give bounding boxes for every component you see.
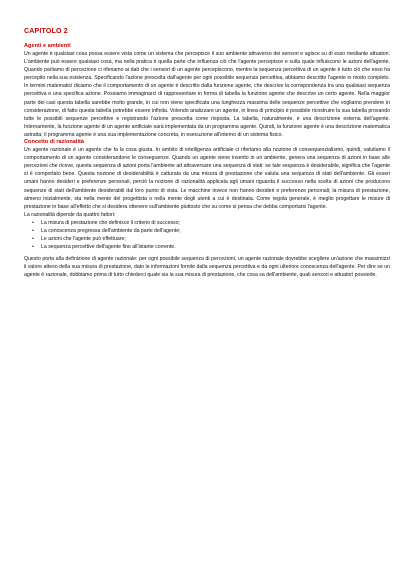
list-intro: La razionalità dipende da quattro fattori: [24, 211, 116, 218]
paragraph-agents: Un agente è qualsiasi cosa possa essere vista come un sistema che percepisce il suo ambiente attraverso dei sensori e agisce su di esso mediante attuatori. L'ambiente può essere qualsiasi cosa, ma nella pratica è quella parte che influenza ciò che l'agente percepisce e sulla quale influiscono le azioni dell'agente. Quando parliamo di percezione ci riferiamo ai dati che i sensori di un agente percepiscono, mentre la sequenza percettiva di un agente è tutto ciò che esso ha percepito nella sua esistenza. Specificando l'azione prescelta dall'agente per ogni possibile sequenza percettiva, abbiamo descritto l'agente in modo completo. In termini matematici diciamo che il comportamento di un agente è descritto dalla funzione agente, che descrive la corrispondenza tra una qualsiasi sequenza percettiva e una specifica azione. Possiamo immaginarci di rappresentare in forma di tabella la funzione agente che descrive un certo agente. Nella maggior parte dei casi questa tabella sarebbe molto grande, in cui non viene specificata una lunghezza massima delle sequenze percettive che vogliamo prendere in considerazione, di fatto questa tabella potrebbe essere infinita. Volendo analizzare un agente, in linea di principio è possibile ricostruire la sua tabella provando tutte le possibili sequenze percettive e registrando l'azione prescelta come risposta. La tabella, naturalmente, è una descrizione esterna dell'agente. Internamente, la funzione agente di un agente artificiale sarà implementata da un programma agente. Quindi, la funzione agente è una descrizione matematica astratta; il programma agente è una sua implementazione concreta, in esecuzione all'interno di un sistema fisico. [24, 51, 390, 138]
section-title-agents: Agenti e ambienti [24, 43, 71, 49]
list-item: • La conoscenza pregressa dell'ambiente da parte dell'agente; [41, 227, 390, 235]
list-item: • La sequenza percettive dell'agente fino all'istante corrente. [41, 243, 390, 251]
factors-list [24, 219, 390, 251]
paragraph-rationality: Un agente razionale è un agente che fa la cosa giusta. In ambito di intelligenza artificiale ci riferiamo alla nozione di consequenzialismo, quindi, valutiamo il comportamento di un agente considerandone le conseguenze. Quando un agente viene inserito in un ambiente, genera una sequenza di azioni in base alle percezioni che riceve, questa sequenza di azioni porta l'ambiente ad attraversare una sequenza di stati: se tale sequenza è desiderabile, significa che l'agente si è comportato bene. Questa nozione di desiderabilità è catturata da una misura di prestazione che valuta una sequenza di stati dell'ambiente. Gli esseri umani hanno desideri e preferenze personali, perciò la nozione di razionalità applicata agli umani riguarda il successo nella scelta di azioni che producono sequenze di stati dell'ambiente desiderabili dal loro punto di vista. Le macchine invece non hanno desideri e preferenze personali; la misura di prestazione, almeno inizialmente, sta nella mente del progettista o nella mente degli utenti a cui è destinata. Come regola generale, è meglio progettare le misure di prestazione in base all'effetto che si desidera ottenere sull'ambiente piuttosto che su come si pensa che debba comportarsi l'agente. [24, 147, 390, 210]
section-title-rationality: Concetto di razionalità [24, 139, 84, 146]
list-item: • La misura di prestazione che definisce il criterio di successo; [41, 219, 390, 227]
list-item: • Le azioni che l'agente può effettuare; [41, 235, 390, 243]
paragraph-definition: Questo porta alla definizione di agente razionale: per ogni possibile sequenza di percezioni, un agente razionale dovrebbe scegliere un'azione che massimizzi il valore atteso della sua misura di prestazione, dato le informazioni fornite dalla sequenza percettiva e da ogni ulteriore conoscenza dell'agente. Per dire se un agente è razionale, dobbiamo prima di tutto chiederci quale sia la sua misura di prestazione, che cosa sa dell'ambiente, quali sensori e attuatori possiede. [24, 256, 390, 279]
document-page [24, 28, 390, 280]
chapter-title: CAPITOLO 2 [24, 28, 68, 35]
